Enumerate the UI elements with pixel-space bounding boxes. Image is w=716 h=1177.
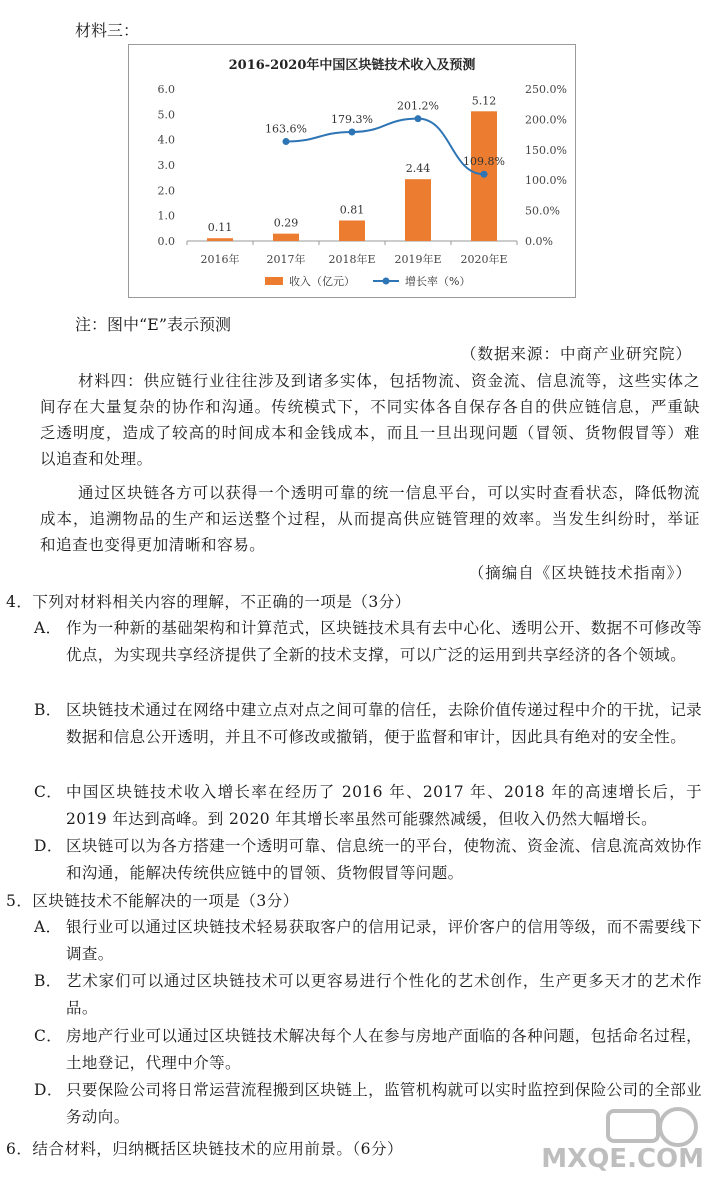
legend-growth-marker (383, 278, 390, 285)
x-axis-tick-label: 2019年E (394, 253, 442, 266)
revenue-bar (405, 179, 431, 241)
material4-paragraph-2 (40, 480, 700, 558)
option-letter: A． (34, 918, 62, 936)
revenue-data-label: 0.11 (207, 221, 233, 235)
option-text: 区块链可以为各方搭建一个透明可靠、信息统一的平台，使物流、资金流、信息流高效协作和沟通，能解决传统供应链中的冒领、货物假冒等问题。 (66, 837, 703, 882)
option-text: 作为一种新的基础架构和计算范式，区块链技术具有去中心化、透明公开、数据不可修改等优点，为实现共享经济提供了全新的技术支撑，可以广泛的运用到共享经济的各个领域。 (66, 619, 703, 664)
q5-option-b[interactable] (34, 968, 702, 1022)
revenue-bar (207, 238, 233, 241)
chart-title: 2016-2020年中国区块链技术收入及预测 (228, 58, 476, 73)
x-axis-tick-label: 2018年E (328, 253, 376, 266)
q4-option-d[interactable] (34, 833, 702, 887)
question-4-stem: 4．下列对材料相关内容的理解，不正确的一项是（3分） (6, 593, 411, 611)
growth-rate-data-label: 179.3% (331, 112, 373, 126)
legend-revenue-label: 收入（亿元） (289, 275, 355, 288)
material4-paragraph-1 (40, 368, 700, 472)
growth-rate-data-label: 163.6% (265, 122, 307, 136)
data-source: （数据来源：中商产业研究院） (460, 345, 692, 363)
q4-option-a[interactable] (34, 615, 702, 669)
question-5-stem: 5．区块链技术不能解决的一项是（3分） (6, 892, 299, 910)
growth-rate-point (349, 128, 356, 135)
growth-rate-point (481, 171, 488, 178)
x-axis-tick-label: 2016年 (200, 253, 240, 266)
x-axis-tick-label: 2017年 (266, 253, 306, 266)
option-text: 区块链技术通过在网络中建立点对点之间可靠的信任，去除价值传递过程中介的干扰，记录数据和信息公开透明，并且不可修改或撤销，便于监督和审计，因此具有绝对的安全性。 (66, 701, 703, 746)
option-text: 房地产行业可以通过区块链技术解决每个人在参与房地产面临的各种问题，包括命名过程，土地登记，代理中介等。 (66, 1027, 703, 1072)
left-axis-tick-label: 4.0 (157, 133, 175, 147)
material3-heading: 材料三： (75, 21, 140, 40)
legend-growth-label: 增长率（%） (405, 275, 471, 288)
option-letter: C． (34, 1027, 63, 1045)
option-letter: C． (34, 783, 63, 801)
revenue-data-label: 5.12 (471, 94, 497, 108)
growth-rate-data-label: 109.8% (463, 155, 505, 169)
material4-label: 材料四： (78, 372, 144, 390)
option-letter: A． (34, 619, 62, 637)
left-axis-tick-label: 1.0 (157, 209, 175, 223)
revenue-chart-svg (129, 45, 575, 297)
right-axis-tick-label: 250.0% (525, 83, 567, 96)
svg-text:MXQE.COM: MXQE.COM (541, 1144, 704, 1173)
left-axis-tick-label: 2.0 (157, 184, 175, 198)
option-text: 只要保险公司将日常运营流程搬到区块链上，监管机构就可以实时监控到保险公司的全部业务动向。 (66, 1081, 703, 1126)
revenue-data-label: 0.81 (339, 203, 365, 217)
growth-rate-point (283, 138, 290, 145)
material4-text-1: 供应链行业往往涉及到诸多实体，包括物流、资金流、信息流等，这些实体之间存在大量复杂的协作和沟通。传统模式下，不同实体各自保存各自的供应链信息，严重缺乏透明度，造成了较高的时间成本和金钱成本，而且一旦出现问题（冒领、货物假冒等）难以追查和处理。 (40, 372, 701, 468)
material4-citation: （摘编自《区块链技术指南》） (468, 564, 692, 582)
revenue-data-label: 0.29 (273, 216, 299, 230)
x-axis-tick-label: 2020年E (460, 253, 508, 266)
site-watermark-logo (528, 1105, 708, 1173)
q5-option-c[interactable] (34, 1023, 702, 1077)
option-text: 银行业可以通过区块链技术轻易获取客户的信用记录，评价客户的信用等级，而不需要线下调查。 (66, 918, 703, 963)
option-letter: B． (34, 701, 62, 719)
left-axis-tick-label: 5.0 (157, 108, 175, 122)
option-text: 中国区块链技术收入增长率在经历了 2016 年、2017 年、2018 年的高速增长后，于 2019 年达到高峰。到 2020 年其增长率虽然可能骤然减缓，但收入仍然大幅增长。 (66, 783, 702, 828)
chart-note: 注：图中“E”表示预测 (75, 315, 232, 334)
revenue-bar (273, 234, 299, 241)
right-axis-tick-label: 200.0% (525, 113, 567, 127)
left-axis-tick-label: 6.0 (157, 83, 175, 96)
revenue-bar (339, 220, 365, 241)
q4-option-b[interactable] (34, 697, 702, 751)
option-letter: D． (34, 1081, 63, 1099)
left-axis-tick-label: 3.0 (157, 159, 175, 172)
growth-rate-data-label: 201.2% (397, 99, 439, 113)
question-6-stem: 6．结合材料，归纳概括区块链技术的应用前景。（6分） (6, 1140, 403, 1158)
revenue-chart (128, 44, 576, 298)
right-axis-tick-label: 150.0% (525, 143, 567, 157)
left-axis-tick-label: 0.0 (157, 235, 175, 248)
material4-text-2: 通过区块链各方可以获得一个透明可靠的统一信息平台，可以实时查看状态，降低物流成本，追溯物品的生产和运送整个过程，从而提高供应链管理的效率。当发生纠纷时，举证和追查也变得更加清晰和容易。 (40, 484, 700, 554)
legend-revenue-swatch (265, 277, 283, 285)
growth-rate-line (286, 119, 484, 175)
option-letter: D． (34, 837, 63, 855)
right-axis-tick-label: 50.0% (525, 204, 560, 218)
revenue-data-label: 2.44 (405, 162, 431, 176)
option-text: 艺术家们可以通过区块链技术可以更容易进行个性化的艺术创作，生产更多天才的艺术作品。 (66, 972, 702, 1017)
option-letter: B． (34, 972, 62, 990)
right-axis-tick-label: 0.0% (525, 235, 553, 248)
right-axis-tick-label: 100.0% (525, 174, 567, 188)
q5-option-a[interactable] (34, 914, 702, 968)
growth-rate-point (415, 115, 422, 122)
q4-option-c[interactable] (34, 779, 702, 833)
